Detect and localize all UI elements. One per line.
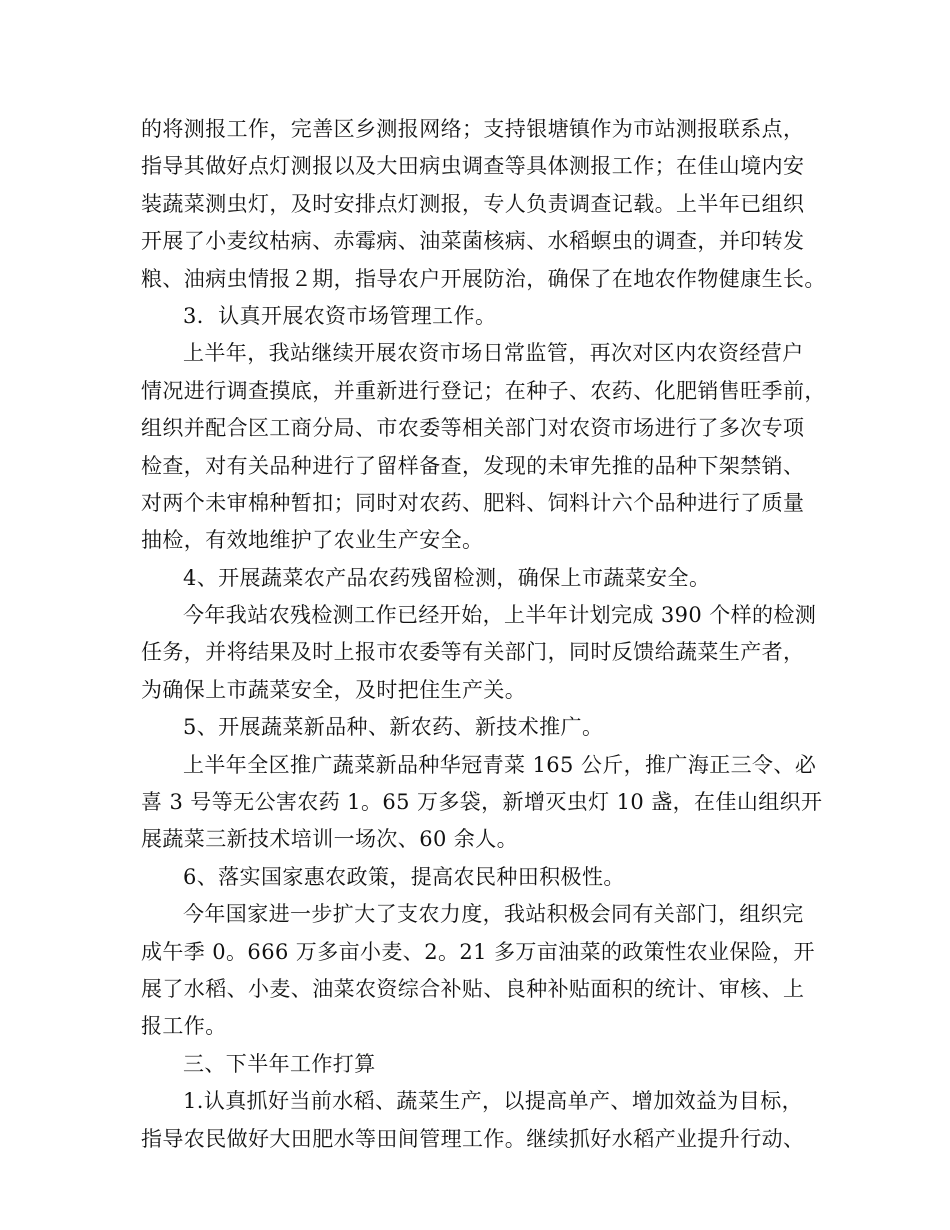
text-line: 成午季 0。666 万多亩小麦、2。21 多万亩油菜的政策性农业保险，开: [141, 939, 815, 964]
text-line: 情况进行调查摸底，并重新进行登记；在种子、农药、化肥销售旺季前，: [141, 378, 826, 403]
document-body: [141, 111, 826, 1158]
text-line: 喜 3 号等无公害农药 1。65 万多袋，新增灭虫灯 10 盏，在佳山组织开: [141, 790, 823, 815]
text-line: 上半年，我站继续开展农资市场日常监管，再次对区内农资经营户: [183, 341, 804, 366]
text-line: 报工作。: [141, 1014, 227, 1039]
text-line: 检查，对有关品种进行了留样备查，发现的未审先推的品种下架禁销、: [141, 453, 805, 478]
text-line: 为确保上市蔬菜安全，及时把住生产关。: [141, 677, 527, 702]
section-heading: 3．认真开展农资市场管理工作。: [183, 303, 497, 328]
text-line: 今年我站农残检测工作已经开始，上半年计划完成 390 个样的检测: [183, 603, 817, 628]
text-line: 上半年全区推广蔬菜新品种华冠青菜 165 公斤，推广海正三令、必: [183, 752, 817, 777]
text-line: 今年国家进一步扩大了支农力度，我站积极会同有关部门，组织完: [183, 902, 804, 927]
text-line: 开展了小麦纹枯病、赤霉病、油菜菌核病、水稻螟虫的调查，并印转发: [141, 229, 805, 254]
text-line: 展了水稻、小麦、油菜农资综合补贴、良种补贴面积的统计、审核、上: [141, 976, 805, 1001]
section-heading: 4、开展蔬菜农产品农药残留检测，确保上市蔬菜安全。: [183, 565, 711, 590]
text-line: 展蔬菜三新技术培训一场次、60 余人。: [141, 827, 518, 852]
section-heading: 三、下半年工作打算: [183, 1051, 376, 1076]
text-line: 的将测报工作，完善区乡测报网络；支持银塘镇作为市站测报联系点，: [141, 117, 805, 141]
text-line: 装蔬菜测虫灯，及时安排点灯测报，专人负责调查记载。上半年已组织: [141, 191, 805, 216]
section-heading: 5、开展蔬菜新品种、新农药、新技术推广。: [183, 715, 604, 740]
text-line: 任务，并将结果及时上报市农委等有关部门，同时反馈给蔬菜生产者，: [141, 640, 805, 665]
text-line: 组织并配合区工商分局、市农委等相关部门对农资市场进行了多次专项: [141, 416, 805, 441]
text-line: 粮、油病虫情报２期，指导农户开展防治，确保了在地农作物健康生长。: [141, 266, 826, 291]
section-heading: 6、落实国家惠农政策，提高农民种田积极性。: [183, 864, 625, 889]
text-line: 对两个未审棉种暂扣；同时对农药、肥料、饲料计六个品种进行了质量: [141, 490, 805, 515]
text-line: 指导其做好点灯测报以及大田病虫调查等具体测报工作；在佳山境内安: [141, 154, 805, 179]
text-line: 抽检，有效地维护了农业生产安全。: [141, 528, 484, 553]
text-line: 指导农民做好大田肥水等田间管理工作。继续抓好水稻产业提升行动、: [141, 1126, 805, 1151]
text-line: 1.认真抓好当前水稻、蔬菜生产，以提高单产、增加效益为目标，: [183, 1089, 804, 1114]
